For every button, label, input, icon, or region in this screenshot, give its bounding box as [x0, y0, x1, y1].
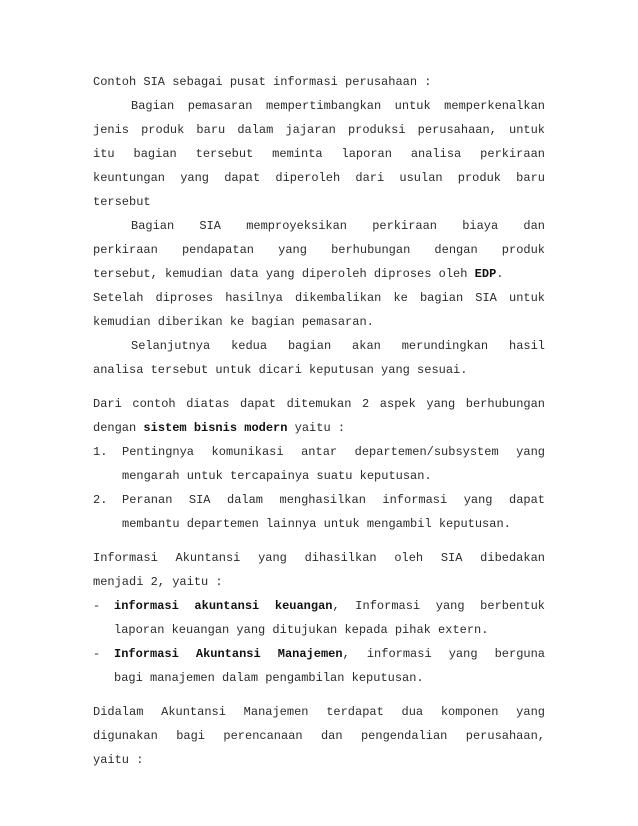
p2-line-3 — [93, 266, 545, 282]
p2-line-4: Setelah diproses hasilnya dikembalikan ke bagian SIA untuk — [93, 291, 545, 305]
p1-line-2: jenis produk baru dalam jajaran produksi perusahaan, untuk — [93, 123, 545, 137]
aspek-item-2-line-2: membantu departemen lainnya untuk mengambil keputusan. — [122, 517, 511, 531]
akuntansi-item-1-line-1 — [114, 598, 545, 614]
p2-line-2: perkiraan pendapatan yang berhubungan dengan produk — [93, 243, 545, 257]
p3-line-1: Selanjutnya kedua bagian akan merundingkan hasil — [131, 339, 545, 353]
manajemen-line-2: digunakan bagi perencanaan dan pengendalian perusahaan, — [93, 729, 545, 743]
akuntansi-item-2-line-1 — [114, 646, 545, 662]
akuntansi-line-1: Informasi Akuntansi yang dihasilkan oleh SIA dibedakan — [93, 551, 545, 565]
akuntansi-item-2-text: , informasi yang berguna — [342, 647, 546, 661]
aspek-item-2-number: 2. — [93, 493, 108, 507]
heading: Contoh SIA sebagai pusat informasi perusahaan : — [93, 75, 432, 89]
aspek-line-2-end: yaitu : — [287, 421, 346, 435]
akuntansi-manajemen-term: Informasi Akuntansi Manajemen — [114, 647, 343, 661]
akuntansi-item-2-dash: - — [93, 647, 101, 661]
manajemen-line-1: Didalam Akuntansi Manajemen terdapat dua komponen yang — [93, 705, 545, 719]
akuntansi-keuangan-term: informasi akuntansi keuangan — [114, 599, 333, 613]
p1-line-3: itu bagian tersebut meminta laporan analisa perkiraan — [93, 147, 545, 161]
aspek-line-2-text: dengan — [93, 421, 144, 435]
p1-line-1: Bagian pemasaran mempertimbangkan untuk memperkenalkan — [131, 99, 545, 113]
akuntansi-item-1-text: , Informasi yang berbentuk — [332, 599, 545, 613]
akuntansi-item-1-line-2: laporan keuangan yang ditujukan kepada pihak extern. — [114, 623, 489, 637]
p2-line-3-end: . — [496, 267, 504, 281]
p3-line-2: analisa tersebut untuk dicari keputusan yang sesuai. — [93, 363, 468, 377]
manajemen-line-3: yaitu : — [93, 753, 144, 767]
aspek-line-2 — [93, 420, 545, 436]
p1-line-4: keuntungan yang dapat diperoleh dari usulan produk baru — [93, 171, 545, 185]
p1-line-5: tersebut — [93, 195, 151, 209]
akuntansi-item-1-dash: - — [93, 599, 101, 613]
sistem-bisnis-term: sistem bisnis modern — [143, 421, 288, 435]
aspek-line-1: Dari contoh diatas dapat ditemukan 2 aspek yang berhubungan — [93, 397, 545, 411]
p2-line-3-text: tersebut, kemudian data yang diperoleh diproses oleh — [93, 267, 475, 281]
edp-term: EDP — [474, 267, 497, 281]
akuntansi-line-2: menjadi 2, yaitu : — [93, 575, 223, 589]
aspek-item-1-line-2: mengarah untuk tercapainya suatu keputusan. — [122, 469, 432, 483]
aspek-item-1-number: 1. — [93, 445, 108, 459]
p2-line-5: kemudian diberikan ke bagian pemasaran. — [93, 315, 374, 329]
p2-line-1: Bagian SIA memproyeksikan perkiraan biaya dan — [131, 219, 545, 233]
akuntansi-item-2-line-2: bagi manajemen dalam pengambilan keputusan. — [114, 671, 424, 685]
aspek-item-2-line-1: Peranan SIA dalam menghasilkan informasi yang dapat — [122, 493, 545, 507]
aspek-item-1-line-1: Pentingnya komunikasi antar departemen/subsystem yang — [122, 445, 545, 459]
